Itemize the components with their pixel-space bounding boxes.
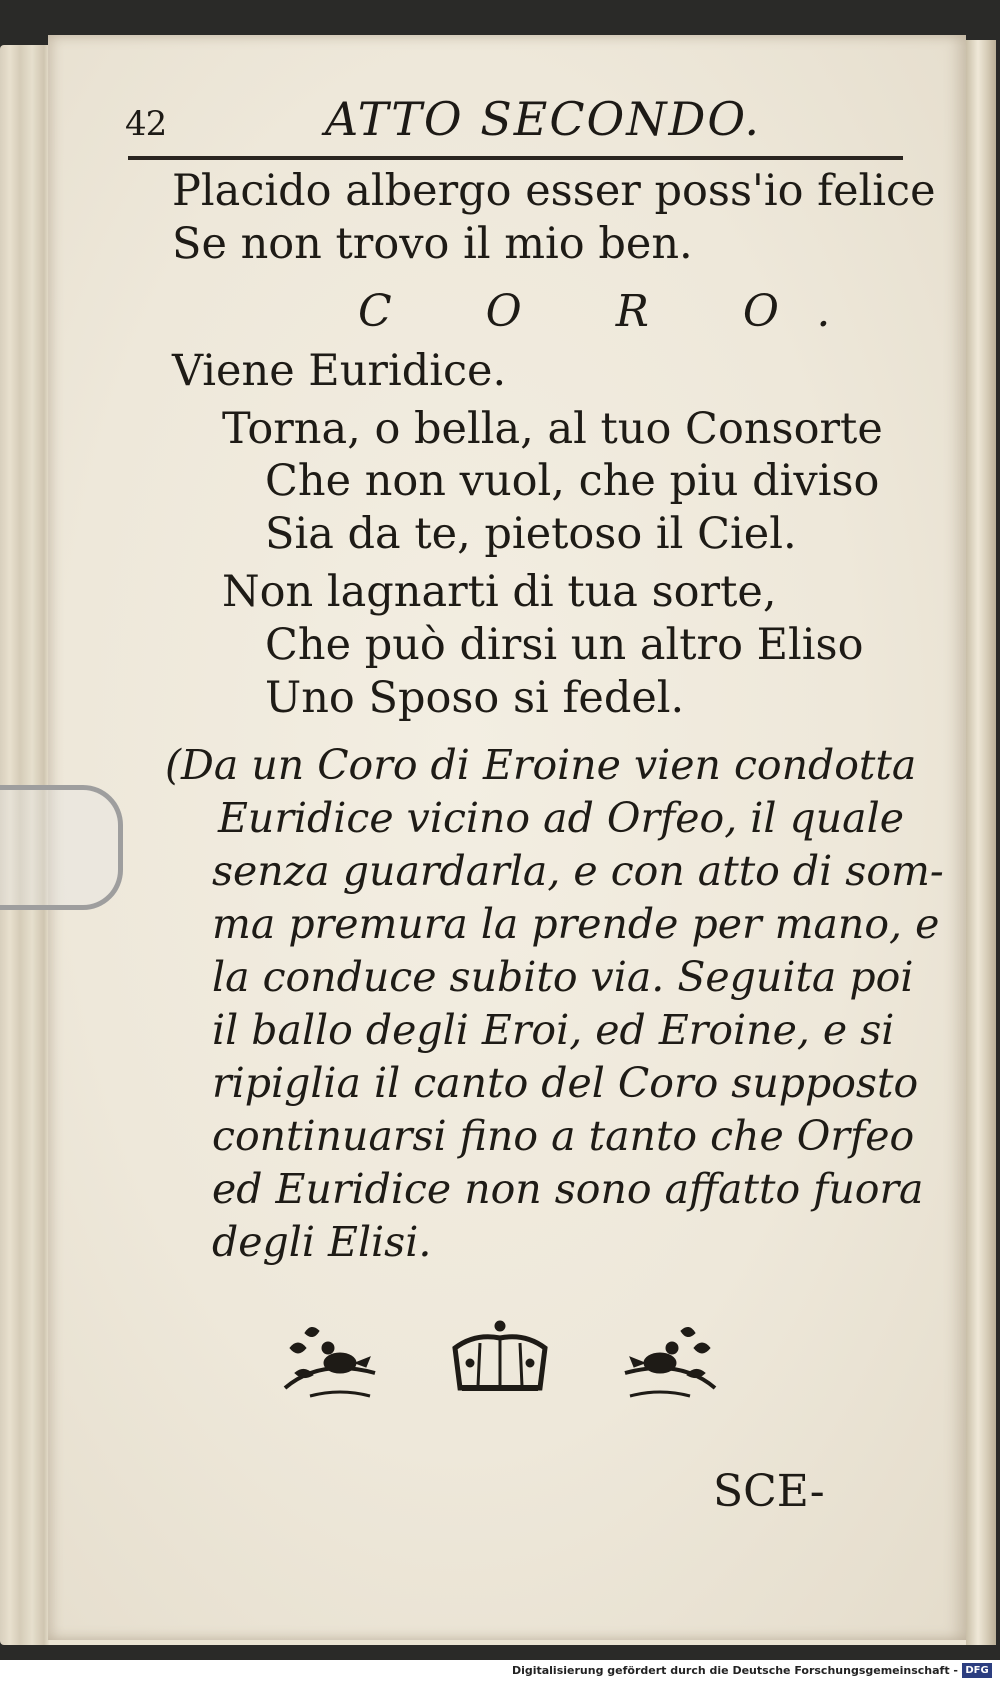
direction-line: ma premura la prende per mano, e xyxy=(212,900,940,948)
page-clip xyxy=(0,785,123,910)
direction-line: continuarsi fino a tanto che Orfeo xyxy=(212,1112,915,1160)
page-number: 42 xyxy=(125,104,167,144)
verse-line: Uno Sposo si fedel. xyxy=(265,673,685,723)
footer-credit: Digitalisierung gefördert durch die Deutsche Forschungsgemeinschaft - xyxy=(511,1664,958,1677)
verse-line: Torna, o bella, al tuo Consorte xyxy=(222,404,883,454)
header-rule xyxy=(128,156,903,160)
direction-line: la conduce subito via. Seguita poi xyxy=(212,953,914,1001)
verse-line: Non lagnarti di tua sorte, xyxy=(222,567,777,617)
verse-line: Sia da te, pietoso il Ciel. xyxy=(265,509,797,559)
direction-line: Euridice vicino ad Orfeo, il quale xyxy=(218,794,904,842)
crown-ornament-icon xyxy=(455,1321,545,1388)
digitization-footer xyxy=(0,1660,1000,1683)
stage-cue: Viene Euridice. xyxy=(172,346,507,396)
verse-line: Che può dirsi un altro Eliso xyxy=(265,620,864,670)
bird-branch-ornament-icon xyxy=(285,1327,375,1396)
direction-line: il ballo degli Eroi, ed Eroine, e si xyxy=(212,1006,895,1054)
running-head: ATTO SECONDO. xyxy=(325,92,762,146)
bird-branch-ornament-icon xyxy=(625,1327,715,1396)
verse-line: Che non vuol, che piu diviso xyxy=(265,456,880,506)
page-header xyxy=(125,92,905,152)
catchword: SCE- xyxy=(713,1466,825,1517)
ornament-row xyxy=(280,1318,720,1403)
direction-line: degli Elisi. xyxy=(212,1218,432,1266)
direction-line: (Da un Coro di Eroine vien condotta xyxy=(165,741,917,789)
verse-line: Placido albergo esser poss'io felice xyxy=(172,166,936,216)
direction-line: ed Euridice non sono affatto fuora xyxy=(212,1165,924,1213)
chorus-heading: C O R O. xyxy=(358,286,871,337)
dfg-logo-icon: DFG xyxy=(962,1663,992,1678)
page-edge xyxy=(966,40,996,1645)
direction-line: senza guardarla, e con atto di som- xyxy=(212,847,944,895)
direction-line: ripiglia il canto del Coro supposto xyxy=(212,1059,919,1107)
verse-line: Se non trovo il mio ben. xyxy=(172,219,693,269)
